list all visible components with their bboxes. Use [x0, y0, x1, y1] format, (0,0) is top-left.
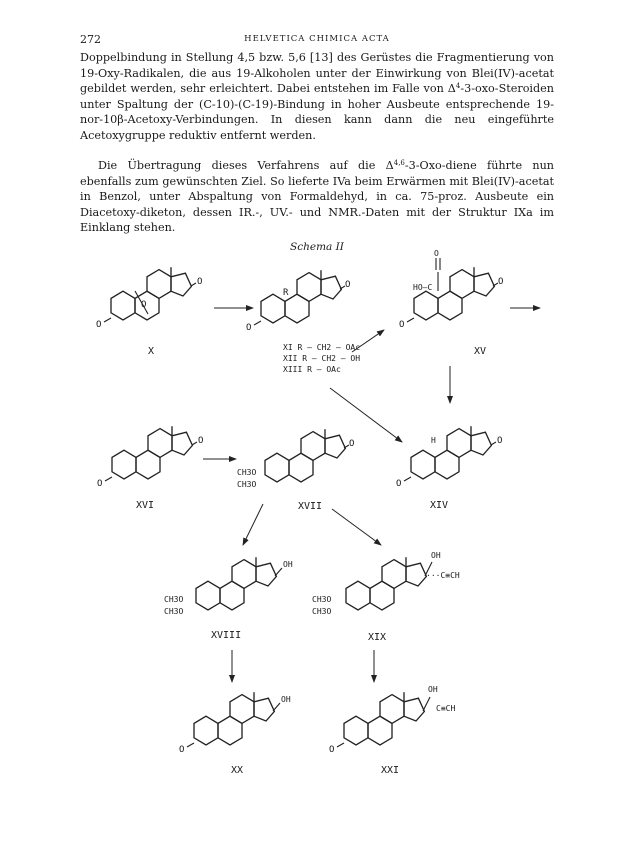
hydroxy-label: OH	[281, 695, 291, 704]
oxo-label: O	[197, 277, 203, 287]
structure-X	[96, 267, 202, 357]
structure-XXI	[329, 685, 455, 776]
journal-title: HELVETICA CHIMICA ACTA	[244, 34, 390, 44]
structure-XX	[179, 692, 291, 776]
methoxy-label: CH3O	[164, 595, 184, 604]
arrow-XIII-to-XIV	[330, 388, 402, 442]
compound-label-XV: XV	[474, 346, 487, 357]
paragraph-1: Doppelbindung in Stellung 4,5 bzw. 5,6 [13] des Gerüstes die Fragmentierung von 19-Oxy-Radikalen, die aus 19-Alkoholen unter der Einwirkung von Blei(IV)-acetat gebildet werden, sehr erleichtert. Dabei entstehen im Falle von $\Delta^4-3-oxo$-Steroiden unter Spaltung der (C-10)-(C-19)-Bindung in hoher Ausbeute entsprechende 19-nor-10β-Acetoxy-Verbindungen. In diesen kann dann die neu eingeführte Acetoxygruppe reduktiv entfernt werden.	[80, 51, 554, 142]
oxo-label: O	[345, 280, 351, 290]
compound-label-XXI: XXI	[381, 765, 400, 776]
methoxy-label: CH3O	[312, 607, 332, 616]
structure-XI-XIII	[246, 270, 360, 374]
oxo-label: O	[399, 320, 405, 330]
carboxyl-label: HO–C	[413, 283, 433, 292]
paragraph-2: Die Übertragung dieses Verfahrens auf die Δ$^{4,6}$-3-Oxo-diene führte nun ebenfalls zum gewünschten Ziel. So lieferte IVa beim Erwärmen mit Blei(IV)-acetat in Benzol, unter Abspaltung von Formaldehyd, in ca. 75-proz. Ausbeute ein Diacetoxy-diketon, dessen IR.-, UV.- und NMR.-Daten mit der Struktur IXa im Einklang stehen.	[80, 159, 554, 235]
compound-label-XIX: XIX	[368, 632, 387, 643]
methoxy-label: CH3O	[164, 607, 184, 616]
compound-label-XVIII: XVIII	[211, 630, 242, 641]
structure-XIV	[396, 426, 502, 511]
page-number: 272	[80, 33, 101, 46]
compound-label-XX: XX	[231, 765, 244, 776]
oxo-label: O	[96, 320, 102, 330]
structure-XV	[399, 249, 503, 357]
ethynyl-label: ···C≡CH	[426, 571, 460, 580]
substituent-XIII: XIII R – OAc	[283, 365, 341, 374]
hydroxy-label: OH	[428, 685, 438, 694]
oxo-label: O	[198, 436, 204, 446]
structure-XVIII	[164, 557, 293, 641]
structure-XIX	[312, 551, 460, 643]
oxo-label: O	[179, 745, 185, 755]
oxo-label: O	[434, 249, 439, 258]
methoxy-label: CH3O	[237, 468, 257, 477]
methoxy-label: CH3O	[237, 480, 257, 489]
arrow-XVII-to-XVIII	[243, 504, 263, 545]
oxo-label: O	[396, 479, 402, 489]
arrow-XI-to-XV	[352, 330, 384, 352]
hydrogen-label: H	[431, 436, 436, 445]
compound-label-XIV: XIV	[430, 500, 449, 511]
oxo-label: O	[97, 479, 103, 489]
hydroxy-label: OH	[283, 560, 293, 569]
arrow-XVII-to-XIX	[332, 509, 381, 545]
oxo-label: O	[246, 323, 252, 333]
oxo-label: O	[329, 745, 335, 755]
structure-XVI	[97, 426, 203, 511]
substituent-XI: XI R – CH2 – OAc	[283, 343, 361, 352]
methoxy-label: CH3O	[312, 595, 332, 604]
compound-label-X: X	[148, 346, 155, 357]
compound-label-XVI: XVI	[136, 500, 155, 511]
substituent-XII: XII R – CH2 – OH	[283, 354, 361, 363]
schema-caption: Schema II	[290, 241, 344, 253]
oxo-label: O	[497, 436, 503, 446]
oxo-label: O	[141, 300, 147, 310]
oxo-label: O	[349, 439, 355, 449]
r-substituent-label: R	[283, 288, 289, 298]
hydroxy-label: OH	[431, 551, 441, 560]
compound-label-XVII: XVII	[298, 501, 323, 512]
oxo-label: O	[498, 277, 504, 287]
structure-XVII	[237, 429, 354, 512]
ethynyl-label: C≡CH	[436, 704, 456, 713]
